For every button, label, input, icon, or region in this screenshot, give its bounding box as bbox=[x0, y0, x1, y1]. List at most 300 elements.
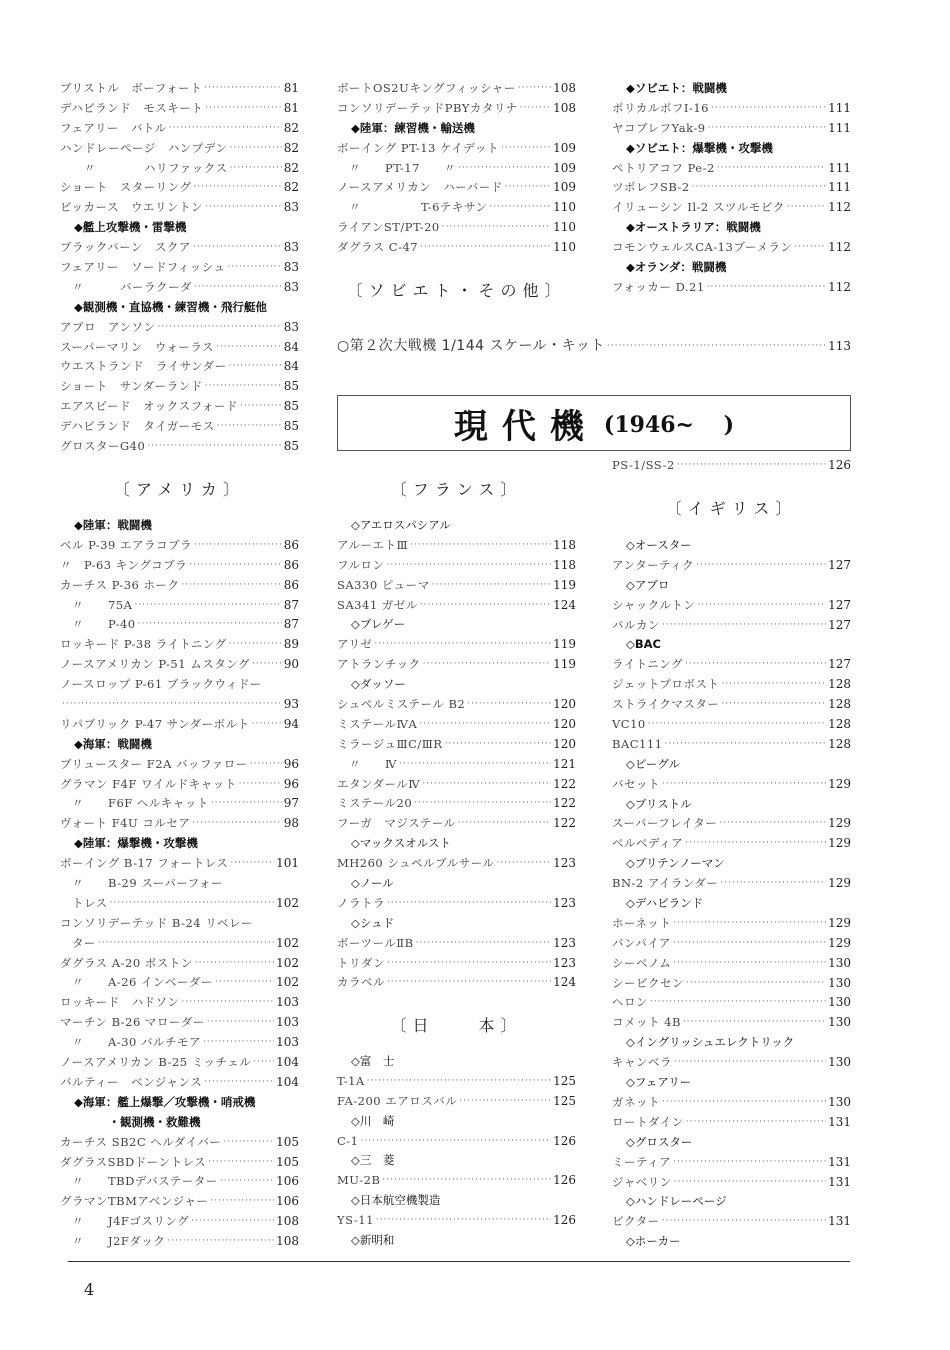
leader-dots bbox=[662, 1093, 826, 1113]
entry-label: 〃 J4Fゴスリング bbox=[60, 1214, 190, 1229]
toc-entry bbox=[612, 556, 851, 576]
entry-page: 111 bbox=[828, 100, 851, 115]
leader-dots bbox=[683, 1013, 826, 1033]
leader-dots bbox=[505, 178, 551, 198]
entry-label: ◇新明和 bbox=[351, 1233, 395, 1248]
toc-entry bbox=[60, 338, 299, 358]
toc-entry bbox=[337, 79, 576, 99]
leader-dots bbox=[253, 1053, 274, 1073]
entry-label: ◇フェアリー bbox=[626, 1075, 692, 1090]
leader-dots bbox=[229, 357, 282, 377]
toc-entry bbox=[612, 993, 851, 1013]
entry-page: 129 bbox=[828, 816, 851, 831]
toc-entry bbox=[612, 735, 851, 755]
toc-subheading bbox=[337, 914, 576, 934]
entry-label: フルロン bbox=[337, 557, 385, 572]
toc-entry bbox=[612, 1013, 851, 1033]
entry-page: 86 bbox=[283, 557, 299, 572]
entry-page: 121 bbox=[553, 756, 576, 771]
toc-entry bbox=[612, 814, 851, 834]
entry-label: 〃 TBDデバステーター bbox=[60, 1174, 218, 1189]
leader-dots bbox=[489, 198, 551, 218]
toc-entry bbox=[60, 238, 299, 258]
toc-entry bbox=[60, 1192, 299, 1212]
entry-label: ツポレフSB-2 bbox=[612, 180, 690, 195]
entry-label: カーチス SB2C ヘルダイバー bbox=[60, 1134, 222, 1149]
leader-dots bbox=[708, 119, 827, 139]
leader-dots bbox=[410, 536, 551, 556]
entry-label: スーパーマリン ウォーラス bbox=[60, 339, 215, 354]
leader-dots bbox=[193, 238, 282, 258]
toc-subheading bbox=[337, 1231, 576, 1251]
toc-entry bbox=[60, 139, 299, 159]
entry-page: 130 bbox=[828, 955, 851, 970]
entry-label: シュペルミステール B2 bbox=[337, 697, 466, 712]
entry-label: ◇シュド bbox=[351, 915, 395, 930]
entry-label: ◆艦上攻撃機・雷撃機 bbox=[74, 220, 187, 235]
entry-label: ヴォート F4U コルセア bbox=[60, 816, 191, 831]
entry-page: 123 bbox=[553, 856, 576, 871]
entry-label: ブリストル ボーフォート bbox=[60, 81, 203, 95]
entry-page: 108 bbox=[276, 1234, 299, 1249]
toc-subheading bbox=[612, 795, 851, 815]
toc-entry bbox=[337, 178, 576, 198]
leader-dots bbox=[721, 695, 826, 715]
entry-page: 126 bbox=[553, 1213, 576, 1228]
footer-rule bbox=[68, 1261, 850, 1262]
toc-entry bbox=[60, 437, 299, 457]
toc-subheading bbox=[337, 119, 576, 139]
entry-label: ビッカース ウエリントン bbox=[60, 200, 203, 215]
entry-page: 96 bbox=[283, 776, 299, 791]
entry-label: ウエストランド ライサンダー bbox=[60, 359, 227, 374]
entry-label: 〃 B-29 スーパーフォー bbox=[60, 876, 224, 891]
entry-label: ノースアメリカン ハーバード bbox=[337, 180, 503, 195]
leader-dots bbox=[216, 338, 282, 358]
leader-dots bbox=[520, 99, 551, 119]
entry-label: ロッキード P-38 ライトニング bbox=[60, 637, 227, 652]
toc-entry bbox=[337, 1072, 576, 1092]
toc-entry bbox=[337, 536, 576, 556]
leader-dots bbox=[181, 576, 281, 596]
entry-label: シャックルトン bbox=[612, 597, 696, 612]
toc-entry bbox=[60, 1033, 299, 1053]
entry-page: 101 bbox=[276, 856, 299, 871]
toc-subheading bbox=[60, 1113, 299, 1133]
toc-subheading bbox=[337, 1112, 576, 1132]
toc-subheading bbox=[612, 1133, 851, 1153]
leader-dots bbox=[204, 79, 282, 99]
leader-dots bbox=[459, 1092, 551, 1112]
entry-page: 118 bbox=[553, 537, 576, 552]
leader-dots bbox=[134, 596, 281, 616]
leader-dots bbox=[518, 79, 551, 99]
leader-dots bbox=[217, 417, 282, 437]
entry-page: 102 bbox=[276, 955, 299, 970]
entry-page: 94 bbox=[283, 716, 299, 731]
entry-label: ◇マックスオルスト bbox=[351, 836, 451, 851]
toc-subheading bbox=[612, 1232, 851, 1252]
entry-label: デハビランド タイガーモス bbox=[60, 419, 215, 434]
entry-page: 130 bbox=[828, 1055, 851, 1070]
entry-page: 111 bbox=[828, 180, 851, 195]
entry-label: バルティー ベンジャンス bbox=[60, 1074, 203, 1089]
block-M1 bbox=[337, 79, 576, 258]
entry-label: ◇デハビランド bbox=[626, 896, 704, 911]
toc-entry bbox=[612, 278, 851, 298]
block-R0 bbox=[612, 456, 851, 476]
entry-page: 97 bbox=[283, 796, 299, 811]
leader-dots bbox=[98, 934, 274, 954]
entry-label: キャンベラ bbox=[612, 1055, 672, 1070]
entry-label: ・観測機・救難機 bbox=[74, 1114, 201, 1129]
entry-page: 128 bbox=[828, 697, 851, 712]
entry-label: ボーイング B-17 フォートレス bbox=[60, 856, 229, 871]
entry-page: 123 bbox=[553, 895, 576, 910]
leader-dots bbox=[230, 139, 282, 159]
block-L2 bbox=[60, 516, 299, 1252]
entry-label: 〃 F6F ヘルキャット bbox=[60, 796, 209, 811]
entry-page: 122 bbox=[553, 776, 576, 791]
entry-page: 103 bbox=[276, 1015, 299, 1030]
entry-page: 85 bbox=[283, 439, 299, 454]
entry-label: フーガ マジステール bbox=[337, 816, 456, 831]
entry-label: ブラックバーン スクア bbox=[60, 240, 191, 255]
toc-entry bbox=[60, 635, 299, 655]
entry-page: 83 bbox=[283, 260, 299, 275]
entry-label: BN-2 アイランダー bbox=[612, 876, 719, 891]
entry-page: 126 bbox=[828, 458, 851, 472]
entry-label: ミーティア bbox=[612, 1154, 672, 1169]
toc-subheading bbox=[612, 1192, 851, 1212]
entry-page: 125 bbox=[553, 1093, 576, 1108]
toc-entry bbox=[612, 874, 851, 894]
leader-dots bbox=[205, 377, 282, 397]
entry-label: ◇富 士 bbox=[351, 1054, 395, 1068]
entry-page: 82 bbox=[283, 160, 299, 175]
leader-dots bbox=[227, 258, 281, 278]
leader-dots bbox=[414, 794, 551, 814]
toc-entry bbox=[612, 715, 851, 735]
entry-label: ◇ホーカー bbox=[626, 1234, 681, 1249]
toc-entry bbox=[612, 119, 851, 139]
toc-entry bbox=[60, 79, 299, 99]
leader-dots bbox=[674, 1173, 826, 1193]
entry-label: ノースロップ P-61 ブラックウィドー bbox=[60, 677, 262, 692]
entry-label: 〃 A-30 バルチモア bbox=[60, 1035, 201, 1050]
toc-entry bbox=[60, 556, 299, 576]
entry-page: 81 bbox=[283, 81, 299, 95]
modern-title: 現代機 bbox=[453, 406, 598, 447]
entry-page: 131 bbox=[828, 1214, 851, 1229]
entry-label: イリューシン Il-2 スツルモビク bbox=[612, 200, 785, 215]
toc-subheading bbox=[612, 854, 851, 874]
entry-page: 129 bbox=[828, 935, 851, 950]
section-britain: 〔イギリス〕 bbox=[665, 499, 798, 518]
leader-dots bbox=[203, 1033, 274, 1053]
entry-label: バルカン bbox=[612, 617, 660, 632]
entry-label: ボーイング PT-13 ケイデット bbox=[337, 140, 499, 155]
entry-page: 84 bbox=[283, 339, 299, 354]
entry-label: マーチン B-26 マローダー bbox=[60, 1015, 205, 1030]
toc-entry bbox=[612, 178, 851, 198]
toc-entry bbox=[60, 615, 299, 635]
entry-label: ロッキード ハドソン bbox=[60, 995, 180, 1010]
leader-dots bbox=[662, 775, 826, 795]
leader-dots bbox=[252, 715, 282, 735]
entry-page: 125 bbox=[553, 1073, 576, 1088]
leader-dots bbox=[607, 337, 826, 357]
leader-dots bbox=[387, 894, 551, 914]
leader-dots bbox=[497, 854, 552, 874]
entry-page: 110 bbox=[553, 200, 576, 215]
toc-entry bbox=[60, 397, 299, 417]
entry-label: ◆陸軍：爆撃機・攻撃機 bbox=[74, 836, 198, 851]
toc-entry bbox=[337, 1211, 576, 1231]
entry-label: ビクター bbox=[612, 1214, 660, 1229]
toc-entry bbox=[337, 198, 576, 218]
entry-label: ノースアメリカン B-25 ミッチェル bbox=[60, 1055, 252, 1070]
leader-dots bbox=[665, 735, 827, 755]
entry-label: 〃 75A bbox=[60, 597, 133, 612]
leader-dots bbox=[230, 854, 274, 874]
entry-label: ◆ソビエト：爆撃機・攻撃機 bbox=[626, 140, 773, 155]
entry-label: ベル P-39 エアラコブラ bbox=[60, 537, 192, 552]
entry-label: ダグラス C-47 bbox=[337, 240, 419, 255]
entry-page: 129 bbox=[828, 876, 851, 891]
entry-label: 〃 J2Fダック bbox=[60, 1234, 166, 1249]
leader-dots bbox=[501, 139, 551, 159]
entry-label: コンソリデーテッド B-24 リベレー bbox=[60, 915, 254, 930]
toc-entry bbox=[60, 278, 299, 298]
leader-dots bbox=[211, 794, 282, 814]
entry-label: グロスターG40 bbox=[60, 439, 146, 454]
entry-label: ミステール20 bbox=[337, 796, 413, 811]
entry-label: ヤコブレフYak-9 bbox=[612, 120, 706, 135]
leader-dots bbox=[422, 775, 551, 795]
toc-entry bbox=[337, 159, 576, 179]
entry-label: ◇アブロ bbox=[626, 577, 670, 592]
toc-entry bbox=[612, 1173, 851, 1193]
entry-label: ◆オランダ：戦闘機 bbox=[626, 260, 727, 275]
leader-dots bbox=[189, 556, 282, 576]
toc-entry bbox=[60, 775, 299, 795]
entry-label: ジェットプロボスト bbox=[612, 677, 720, 692]
toc-entry bbox=[337, 794, 576, 814]
entry-label: アンターティク bbox=[612, 557, 695, 572]
entry-label: コモンウェルスCA-13ブーメラン bbox=[612, 240, 793, 255]
toc-entry bbox=[612, 655, 851, 675]
leader-dots bbox=[720, 874, 826, 894]
entry-label: ハンドレーページ ハンプデン bbox=[60, 140, 228, 155]
entry-page: 130 bbox=[828, 1094, 851, 1109]
entry-label: YS-11 bbox=[337, 1213, 374, 1228]
toc-entry bbox=[337, 635, 576, 655]
entry-label: MU-2B bbox=[337, 1173, 381, 1188]
entry-label: ◇ブリストル bbox=[626, 796, 692, 811]
toc-entry bbox=[337, 695, 576, 715]
entry-page: 119 bbox=[553, 657, 576, 672]
leader-dots bbox=[367, 1072, 551, 1092]
entry-label: リパブリック P-47 サンダーボルト bbox=[60, 716, 250, 731]
entry-label: トリダン bbox=[337, 955, 386, 970]
leader-dots bbox=[215, 973, 274, 993]
entry-page: 82 bbox=[283, 120, 299, 135]
block-M3 bbox=[337, 1052, 576, 1251]
leader-dots bbox=[787, 198, 826, 218]
leader-dots bbox=[442, 218, 551, 238]
block-R1 bbox=[612, 79, 851, 298]
entry-label: シーベノム bbox=[612, 955, 672, 970]
toc-entry bbox=[60, 1133, 299, 1153]
entry-label: ◇BAC bbox=[626, 637, 661, 652]
toc-entry bbox=[612, 616, 851, 636]
entry-label: MH260 シュペルブルサール bbox=[337, 856, 495, 871]
entry-page: 122 bbox=[553, 816, 576, 831]
entry-page: 128 bbox=[828, 717, 851, 732]
entry-label: コンソリデーテッドPBYカタリナ bbox=[337, 100, 518, 115]
block-L1 bbox=[60, 79, 299, 457]
toc-entry bbox=[60, 159, 299, 179]
toc-entry bbox=[60, 1073, 299, 1093]
entry-label: ◆ソビエト：戦闘機 bbox=[626, 81, 727, 95]
entry-label: 〃 PT-17 〃 bbox=[337, 160, 456, 175]
toc-entry bbox=[60, 198, 299, 218]
toc-entry bbox=[337, 755, 576, 775]
toc-entry bbox=[337, 735, 576, 755]
toc-entry bbox=[337, 1171, 576, 1191]
entry-label: グラマンTBMアベンジャー bbox=[60, 1194, 209, 1209]
toc-entry bbox=[60, 1153, 299, 1173]
leader-dots bbox=[194, 278, 282, 298]
leader-dots bbox=[239, 775, 282, 795]
toc-entry bbox=[337, 1092, 576, 1112]
leader-dots bbox=[387, 973, 551, 993]
toc-subheading bbox=[612, 1073, 851, 1093]
entry-page: 104 bbox=[276, 1074, 299, 1089]
toc-entry bbox=[612, 934, 851, 954]
toc-entry bbox=[60, 715, 299, 735]
toc-entry bbox=[612, 675, 851, 695]
entry-label: ◇ノール bbox=[351, 876, 394, 891]
block-M2 bbox=[337, 516, 576, 993]
entry-page: 128 bbox=[828, 677, 851, 692]
entry-label: 〃 Ⅳ bbox=[337, 756, 397, 771]
toc-entry bbox=[337, 655, 576, 675]
toc-entry bbox=[612, 456, 851, 476]
entry-page: 83 bbox=[283, 279, 299, 294]
leader-dots bbox=[230, 159, 282, 179]
leader-dots bbox=[240, 397, 282, 417]
leader-dots bbox=[205, 198, 282, 218]
entry-label: ◆陸軍：戦闘機 bbox=[74, 518, 152, 532]
entry-label: 〃 P-63 キングコブラ bbox=[60, 557, 188, 572]
entry-label: ◇三 菱 bbox=[351, 1153, 395, 1168]
leader-dots bbox=[719, 814, 826, 834]
leader-dots bbox=[677, 456, 826, 476]
leader-dots bbox=[182, 993, 275, 1013]
leader-dots bbox=[223, 1133, 274, 1153]
entry-page: 108 bbox=[276, 1214, 299, 1229]
entry-page: 119 bbox=[553, 637, 576, 652]
section-america: 〔アメリカ〕 bbox=[114, 480, 245, 499]
entry-label: BAC111 bbox=[612, 736, 663, 751]
entry-page: 126 bbox=[553, 1173, 576, 1188]
entry-label: コメット 4B bbox=[612, 1015, 681, 1030]
toc-entry bbox=[60, 178, 299, 198]
entry-page: 87 bbox=[283, 597, 299, 612]
toc-entry bbox=[612, 695, 851, 715]
entry-label: SA330 ピューマ bbox=[337, 577, 430, 592]
toc-subheading bbox=[337, 834, 576, 854]
modern-era-heading bbox=[337, 395, 851, 451]
toc-entry bbox=[612, 1153, 851, 1173]
entry-page: 83 bbox=[283, 240, 299, 255]
entry-label: ◇アエロスパシアル bbox=[351, 518, 451, 532]
toc-entry bbox=[60, 973, 299, 993]
entry-label: ◇ダッソー bbox=[351, 677, 406, 692]
entry-page: 127 bbox=[828, 557, 851, 572]
toc-entry bbox=[60, 1053, 299, 1073]
toc-entry bbox=[612, 775, 851, 795]
entry-label: ター bbox=[60, 935, 96, 950]
toc-entry bbox=[612, 914, 851, 934]
entry-label: ◇グロスター bbox=[626, 1134, 693, 1149]
toc-entry bbox=[337, 973, 576, 993]
leader-dots bbox=[707, 278, 826, 298]
entry-page: 122 bbox=[553, 796, 576, 811]
entry-label: FA-200 エアロスバル bbox=[337, 1093, 458, 1108]
entry-label: デハビランド モスキート bbox=[60, 100, 204, 115]
entry-label: ブリュースター F2A バッファロー bbox=[60, 756, 248, 771]
entry-label: 〃 P-40 bbox=[60, 617, 136, 632]
leader-dots bbox=[673, 914, 826, 934]
toc-entry bbox=[337, 715, 576, 735]
entry-page: 130 bbox=[828, 995, 851, 1010]
entry-page: 89 bbox=[283, 637, 299, 652]
entry-page: 83 bbox=[283, 319, 299, 334]
entry-label: ノラトラ bbox=[337, 895, 385, 910]
leader-dots bbox=[419, 715, 551, 735]
entry-label: ショート スターリング bbox=[60, 180, 192, 195]
entry-page: 127 bbox=[828, 597, 851, 612]
toc-subheading bbox=[337, 1151, 576, 1171]
entry-label: ◆海軍：艦上爆撃／攻撃機・哨戒機 bbox=[74, 1094, 256, 1109]
leader-dots bbox=[252, 655, 282, 675]
entry-label: 〃 T-6テキサン bbox=[337, 200, 488, 215]
toc-subheading bbox=[612, 576, 851, 596]
entry-label: C-1 bbox=[337, 1133, 359, 1148]
entry-page: 104 bbox=[276, 1055, 299, 1070]
entry-label: SA341 ガゼル bbox=[337, 597, 418, 612]
leader-dots bbox=[204, 1073, 274, 1093]
leader-dots bbox=[650, 993, 826, 1013]
entry-page: 108 bbox=[553, 100, 576, 115]
entry-page: 119 bbox=[553, 577, 576, 592]
leader-dots bbox=[686, 1113, 826, 1133]
toc-entry bbox=[612, 596, 851, 616]
leader-dots bbox=[220, 1172, 274, 1192]
toc-entry bbox=[612, 954, 851, 974]
entry-label: ◇日本航空機製造 bbox=[351, 1193, 441, 1208]
toc-entry bbox=[60, 854, 299, 874]
entry-label: ◆観測機・直協機・練習機・飛行艇他 bbox=[74, 299, 267, 314]
leader-dots bbox=[208, 1153, 274, 1173]
leader-dots bbox=[420, 596, 551, 616]
leader-dots bbox=[376, 1211, 551, 1231]
entry-page: 127 bbox=[828, 617, 851, 632]
entry-page: 109 bbox=[553, 160, 576, 175]
